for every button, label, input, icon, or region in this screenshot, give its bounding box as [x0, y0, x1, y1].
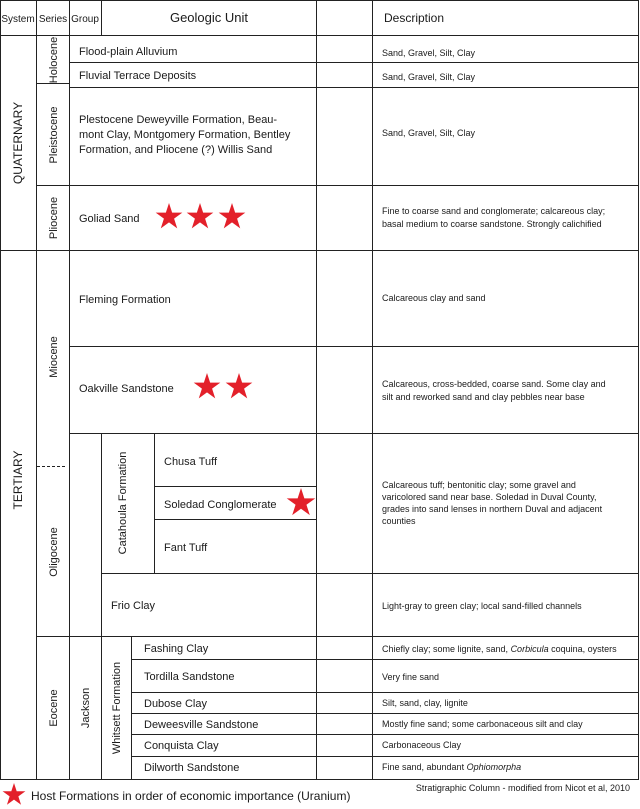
desc-fleming: Calcareous clay and sand	[382, 293, 486, 303]
desc-dilworth: Fine sand, abundant Ophiomorpha	[382, 762, 522, 772]
desc-floodplain: Sand, Gravel, Silt, Clay	[382, 48, 476, 58]
unit-tordilla-sandstone: Tordilla Sandstone	[144, 671, 235, 683]
legend-text: Host Formations in order of economic importance (Uranium)	[31, 789, 351, 803]
caption: Stratigraphic Column - modified from Nicot et al, 2010	[415, 783, 630, 793]
unit-fluvial-terrace: Fluvial Terrace Deposits	[79, 70, 197, 82]
unit-oakville-sandstone: Oakville Sandstone	[79, 383, 174, 395]
unit-floodplain-alluvium: Flood-plain Alluvium	[79, 46, 178, 58]
desc-goliad-line-2: basal medium to coarse sandstone. Strongly calichified	[382, 219, 602, 229]
header-system: System	[1, 14, 35, 25]
unit-pleistocene-line-2: mont Clay, Montgomery Formation, Bentley	[79, 129, 291, 141]
series-eocene: Eocene	[48, 689, 60, 727]
system-tertiary: TERTIARY	[11, 450, 25, 510]
unit-dilworth-sandstone: Dilworth Sandstone	[144, 762, 240, 774]
star-icon	[187, 203, 214, 228]
formation-catahoula: Catahoula Formation	[117, 451, 129, 555]
unit-fleming-formation: Fleming Formation	[79, 294, 171, 306]
desc-fashing: Chiefly clay; some lignite, sand, Corbicula coquina, oysters	[382, 644, 617, 654]
unit-goliad-sand: Goliad Sand	[79, 213, 140, 225]
unit-fant-tuff: Fant Tuff	[164, 542, 208, 554]
unit-pleistocene-line-1: Plestocene Deweyville Formation, Beau-	[79, 114, 278, 126]
desc-catahoula-line-3: grades into sand lenses in northern Duval and adjacent	[382, 504, 603, 514]
header-description: Description	[384, 11, 445, 25]
header-group: Group	[71, 14, 99, 25]
star-icon	[287, 488, 316, 515]
desc-oakville-line-1: Calcareous, cross-bedded, coarse sand. Some clay and	[382, 379, 606, 389]
series-pleistocene: Pleistocene	[48, 106, 60, 164]
unit-dubose-clay: Dubose Clay	[144, 698, 207, 710]
unit-pleistocene-line-3: Formation, and Pliocene (?) Willis Sand	[79, 144, 273, 156]
group-jackson: Jackson	[80, 687, 92, 729]
series-oligocene: Oligocene	[48, 527, 60, 577]
unit-frio-clay: Frio Clay	[111, 600, 156, 612]
desc-deweesville: Mostly fine sand; some carbonaceous silt and clay	[382, 719, 583, 729]
legend-star-icon	[3, 783, 26, 805]
desc-frio: Light-gray to green clay; local sand-filled channels	[382, 601, 582, 611]
unit-fashing-clay: Fashing Clay	[144, 643, 209, 655]
series-pliocene: Pliocene	[48, 196, 60, 240]
unit-conquista-clay: Conquista Clay	[144, 740, 219, 752]
desc-catahoula-line-2: varicolored sand near base. Soledad in Duval County,	[382, 492, 597, 502]
header-series: Series	[38, 14, 68, 25]
unit-soledad-conglomerate: Soledad Conglomerate	[164, 499, 277, 511]
unit-deweesville-sandstone: Deweesville Sandstone	[144, 719, 259, 731]
unit-chusa-tuff: Chusa Tuff	[164, 456, 217, 468]
star-icon	[156, 203, 183, 228]
oakville-stars	[194, 373, 253, 398]
desc-oakville-line-2: silt and reworked sand and clay pebbles near base	[382, 392, 585, 402]
star-icon	[194, 373, 221, 398]
goliad-stars	[156, 203, 246, 228]
star-icon	[219, 203, 246, 228]
desc-terrace: Sand, Gravel, Silt, Clay	[382, 72, 476, 82]
desc-goliad-line-1: Fine to coarse sand and conglomerate; calcareous clay;	[382, 206, 606, 216]
series-miocene: Miocene	[48, 336, 60, 378]
desc-catahoula-line-4: counties	[382, 516, 416, 526]
star-icon	[226, 373, 253, 398]
series-holocene: Holocene	[48, 36, 60, 84]
desc-conquista: Carbonaceous Clay	[382, 740, 462, 750]
system-quaternary: QUATERNARY	[11, 101, 25, 185]
desc-tordilla: Very fine sand	[382, 672, 440, 682]
header-geologic-unit: Geologic Unit	[169, 10, 249, 25]
soledad-stars	[287, 488, 316, 515]
desc-pleistocene: Sand, Gravel, Silt, Clay	[382, 128, 476, 138]
desc-catahoula-line-1: Calcareous tuff; bentonitic clay; some gravel and	[382, 480, 576, 490]
desc-dubose: Silt, sand, clay, lignite	[382, 698, 468, 708]
formation-whitsett: Whitsett Formation	[111, 661, 123, 755]
